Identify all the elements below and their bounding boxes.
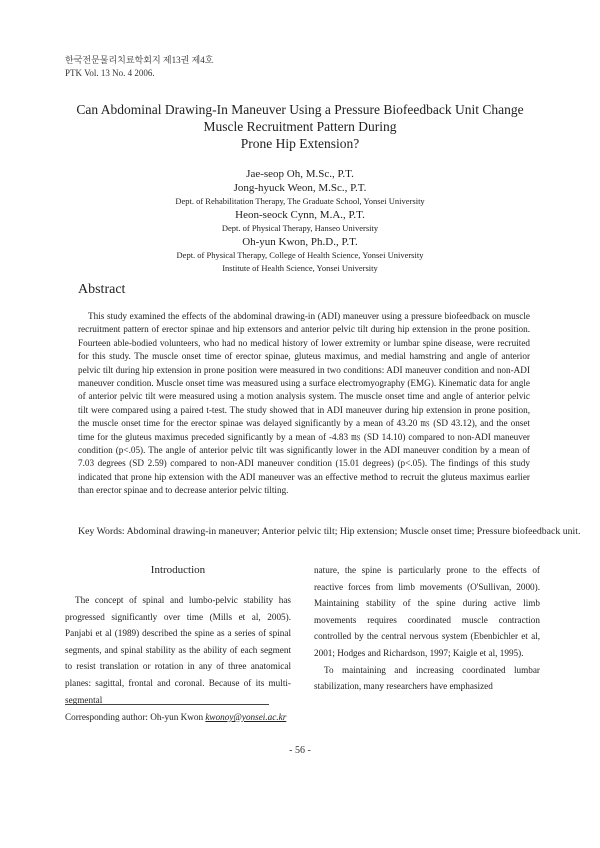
author-name: Heon-seock Cynn, M.A., P.T. [235, 209, 365, 221]
intro-paragraph: To maintaining and increasing coordinated lumbar stabilization, many researchers have emphasized [314, 664, 540, 692]
left-column [65, 562, 291, 708]
author-affiliation: Dept. of Physical Therapy, Hanseo University [221, 223, 379, 233]
author-email-link[interactable]: kwonoy@yonsei.ac.kr [205, 712, 287, 722]
title-line-1: Can Abdominal Drawing-In Maneuver Using a Pressure Biofeedback Unit Change [76, 102, 524, 117]
title-line-3: Prone Hip Extension? [240, 136, 360, 151]
author-affiliation: Institute of Health Science, Yonsei University [222, 263, 378, 273]
abstract-heading: Abstract [78, 282, 126, 297]
author-name: Jong-hyuck Weon, M.Sc., P.T. [233, 182, 367, 194]
page-number: - 56 - [289, 745, 311, 756]
intro-paragraph: The concept of spinal and lumbo-pelvic stability has progressed significantly over time (Mills et al, 2005). Panjabi et al (1989) described the spine as a series of spinal segments, and spinal stability as the ability of each segment to resist translation or rotation in any of three anatomical planes: sagittal, frontal and coronal. Because of its multi-segmental [65, 595, 291, 705]
journal-english-line: PTK Vol. 13 No. 4 2006. [65, 68, 155, 78]
title-line-2: Muscle Recruitment Pattern During [203, 119, 397, 134]
journal-header [65, 54, 213, 80]
introduction-heading: Introduction [150, 564, 206, 576]
footnote-divider [65, 704, 269, 705]
keywords [78, 525, 596, 539]
footnote-label: Corresponding author: Oh-yun Kwon [65, 712, 204, 722]
intro-paragraph: nature, the spine is particularly prone to the effects of reactive forces from limb movements (O'Sullivan, 2000). Maintaining stability of the spine during active limb movements requires coordinated muscle contraction controlled by the central nervous system (Ebenbichler et al, 2001; Hodges and Richardson, 1997; Kaigle et al, 1995). [314, 565, 540, 658]
journal-korean-line: 한국전문물리치료학회지 제13권 제4호 [65, 55, 214, 65]
author-name: Oh-yun Kwon, Ph.D., P.T. [242, 236, 358, 248]
author-name: Jae-seop Oh, M.Sc., P.T. [246, 168, 354, 180]
abstract-text: This study examined the effects of the abdominal drawing-in (ADI) maneuver using a pressure biofeedback on muscle recruitment pattern of erector spinae and hip extensors and anterior pelvic tilt during hip extension in the prone position. Fourteen able-bodied volunteers, who had no medical history of lower extremity or lumbar spine disease, were recruited for this study. The muscle onset time of erector spinae, gluteus maximus, and medial hamstring and angle of anterior pelvic tilt during hip extension in prone position were measured in two conditions: ADI maneuver condition and non-ADI maneuver condition. Muscle onset time was measured using a surface electromyography (EMG). Kinematic data for angle of anterior pelvic tilt were measured using a motion analysis system. The muscle onset time and angle of anterior pelvic tilt were compared using a paired t-test. The study showed that in ADI maneuver during hip extension in prone position, the muscle onset time for the erector spinae was delayed significantly by a mean of 43.20 ㎳ (SD 43.12), and the onset time for the gluteus maximus preceded significantly by a mean of -4.83 ㎳ (SD 14.10) compared to non-ADI maneuver condition (p<.05). The angle of anterior pelvic tilt was significantly lower in the ADI maneuver condition by a mean of 7.03 degrees (SD 2.59) compared to non-ADI maneuver condition (15.01 degrees) (p<.05). The findings of this study indicated that prone hip extension with the ADI maneuver was an effective method to recruit the gluteus maximus earlier than erector spinae and to decrease anterior pelvic tilting. [78, 311, 530, 496]
keywords-text: Abdominal drawing-in maneuver; Anterior pelvic tilt; Hip extension; Muscle onset time; Pressure biofeedback unit. [126, 526, 581, 537]
author-affiliation: Dept. of Physical Therapy, College of Health Science, Yonsei University [176, 250, 424, 260]
keywords-label: Key Words: [78, 526, 125, 537]
author-affiliation: Dept. of Rehabilitation Therapy, The Graduate School, Yonsei University [175, 196, 425, 206]
paper-title [60, 101, 540, 152]
author-block [60, 167, 540, 275]
right-column [314, 562, 540, 695]
corresponding-author-footnote [65, 712, 286, 722]
